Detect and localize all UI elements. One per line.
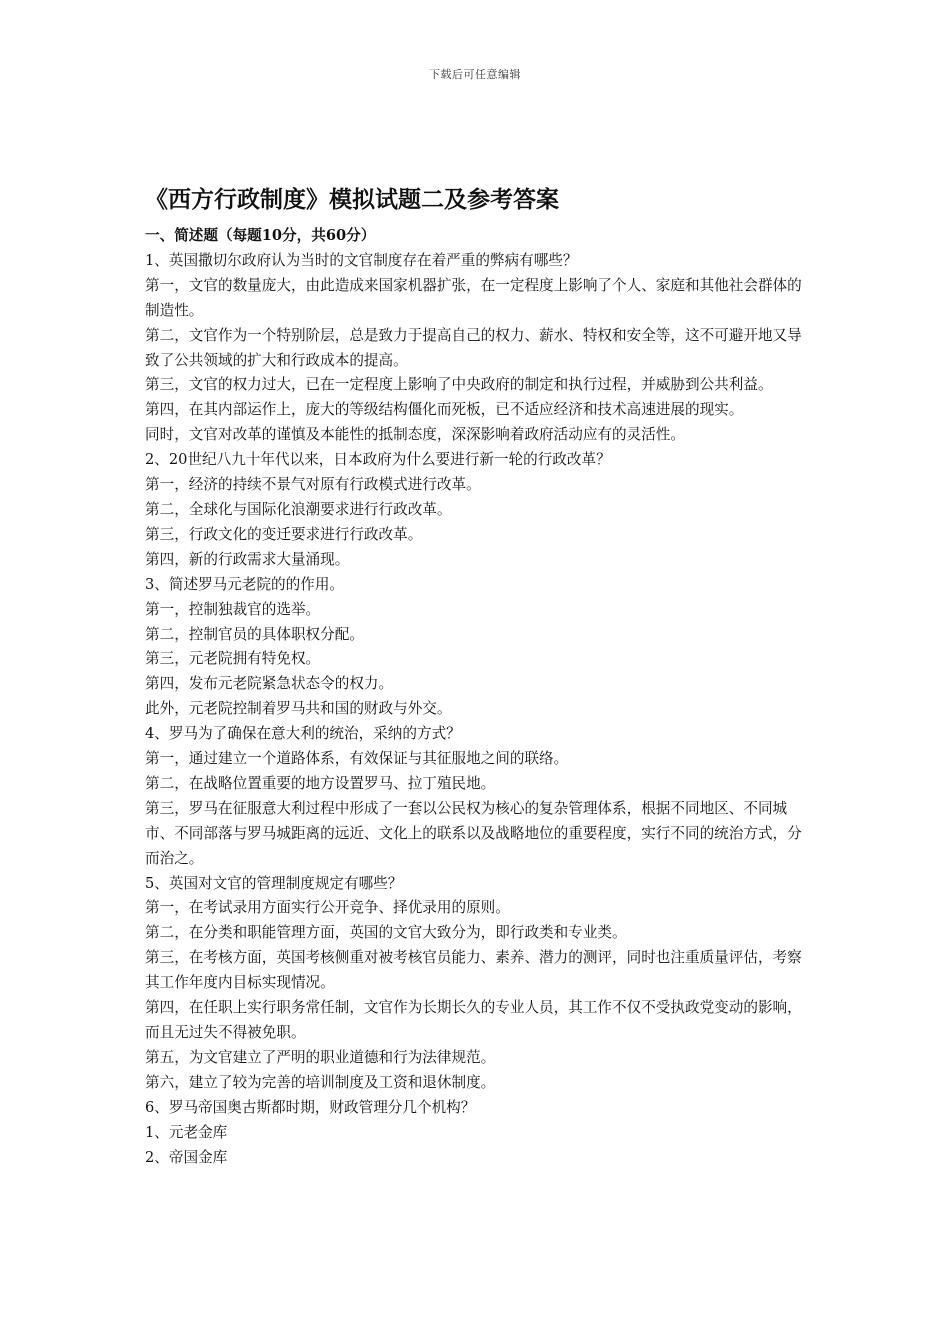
answer-paragraph: 第三，罗马在征服意大利过程中形成了一套以公民权为核心的复杂管理体系，根据不同地区、不同城市、不同部落与罗马城距离的远近、文化上的联系以及战略地位的重要程度，实行不同的统治方式，分而治之。 xyxy=(145,799,802,867)
question-2: 2、20世纪八九十年代以来，日本政府为什么要进行新一轮的行政改革？ xyxy=(145,451,611,469)
answer-paragraph: 第二，控制官员的具体职权分配。 xyxy=(145,625,364,643)
answer-paragraph: 第三，元老院拥有特免权。 xyxy=(145,650,321,668)
answer-paragraph: 第一，控制独裁官的选举。 xyxy=(145,600,321,618)
question-1: 1、英国撒切尔政府认为当时的文官制度存在着严重的弊病有哪些？ xyxy=(145,251,578,269)
answer-paragraph: 第三，文官的权力过大，已在一定程度上影响了中央政府的制定和执行过程，并威胁到公共利益。 xyxy=(145,376,773,394)
question-4: 4、罗马为了确保在意大利的统治，采纳的方式？ xyxy=(145,725,461,743)
answer-paragraph: 第四，在任职上实行职务常任制，文官作为长期长久的专业人员，其工作不仅不受执政党变动的影响，而且无过失不得被免职。 xyxy=(145,999,802,1041)
answer-paragraph: 第三，在考核方面，英国考核侧重对被考核官员能力、素养、潜力的测评，同时也注重质量评估，考察其工作年度内目标实现情况。 xyxy=(145,949,802,992)
answer-paragraph: 1、元老金库 xyxy=(145,1123,228,1141)
answer-paragraph: 同时，文官对改革的谨慎及本能性的抵制态度，深深影响着政府活动应有的灵活性。 xyxy=(145,426,685,444)
answer-paragraph: 第二，文官作为一个特别阶层，总是致力于提高自己的权力、薪水、特权和安全等，这不可避开地又导致了公共领域的扩大和行政成本的提高。 xyxy=(145,326,802,369)
answer-paragraph: 第二，在战略位置重要的地方设置罗马、拉丁殖民地。 xyxy=(145,774,496,792)
section-heading: 一、简述题（每题10分，共60分） xyxy=(145,227,376,244)
answer-paragraph: 第二，在分类和职能管理方面，英国的文官大致分为，即行政类和专业类。 xyxy=(145,924,627,942)
question-5: 5、英国对文官的管理制度规定有哪些？ xyxy=(145,874,403,892)
answer-paragraph: 第二，全球化与国际化浪潮要求进行行政改革。 xyxy=(145,500,452,518)
answer-paragraph: 第一，文官的数量庞大，由此造成来国家机器扩张，在一定程度上影响了个人、家庭和其他社会群体的制造性。 xyxy=(145,276,802,319)
answer-paragraph: 第一，经济的持续不景气对原有行政模式进行改革。 xyxy=(145,476,481,494)
answer-paragraph: 2、帝国金库 xyxy=(145,1148,228,1166)
page-header-note: 下载后可任意编辑 xyxy=(429,68,521,81)
answer-paragraph: 第四，在其内部运作上，庞大的等级结构僵化而死板，已不适应经济和技术高速进展的现实。 xyxy=(145,401,744,419)
answer-paragraph: 第六，建立了较为完善的培训制度及工资和退休制度。 xyxy=(145,1073,496,1091)
answer-paragraph: 此外，元老院控制着罗马共和国的财政与外交。 xyxy=(145,700,452,718)
answer-paragraph: 第一，在考试录用方面实行公开竞争、择优录用的原则。 xyxy=(145,899,510,917)
answer-paragraph: 第四，新的行政需求大量涌现。 xyxy=(145,550,350,568)
document-body xyxy=(145,224,810,1170)
document-title: 《西方行政制度》模拟试题二及参考答案 xyxy=(145,186,559,213)
answer-paragraph: 第三，行政文化的变迁要求进行行政改革。 xyxy=(145,525,423,543)
answer-paragraph: 第一，通过建立一个道路体系，有效保证与其征服地之间的联络。 xyxy=(145,750,569,768)
question-3: 3、简述罗马元老院的的作用。 xyxy=(145,575,345,593)
question-6: 6、罗马帝国奥古斯都时期，财政管理分几个机构？ xyxy=(145,1098,476,1116)
answer-paragraph: 第五，为文官建立了严明的职业道德和行为法律规范。 xyxy=(145,1048,496,1066)
answer-paragraph: 第四，发布元老院紧急状态令的权力。 xyxy=(145,675,394,693)
